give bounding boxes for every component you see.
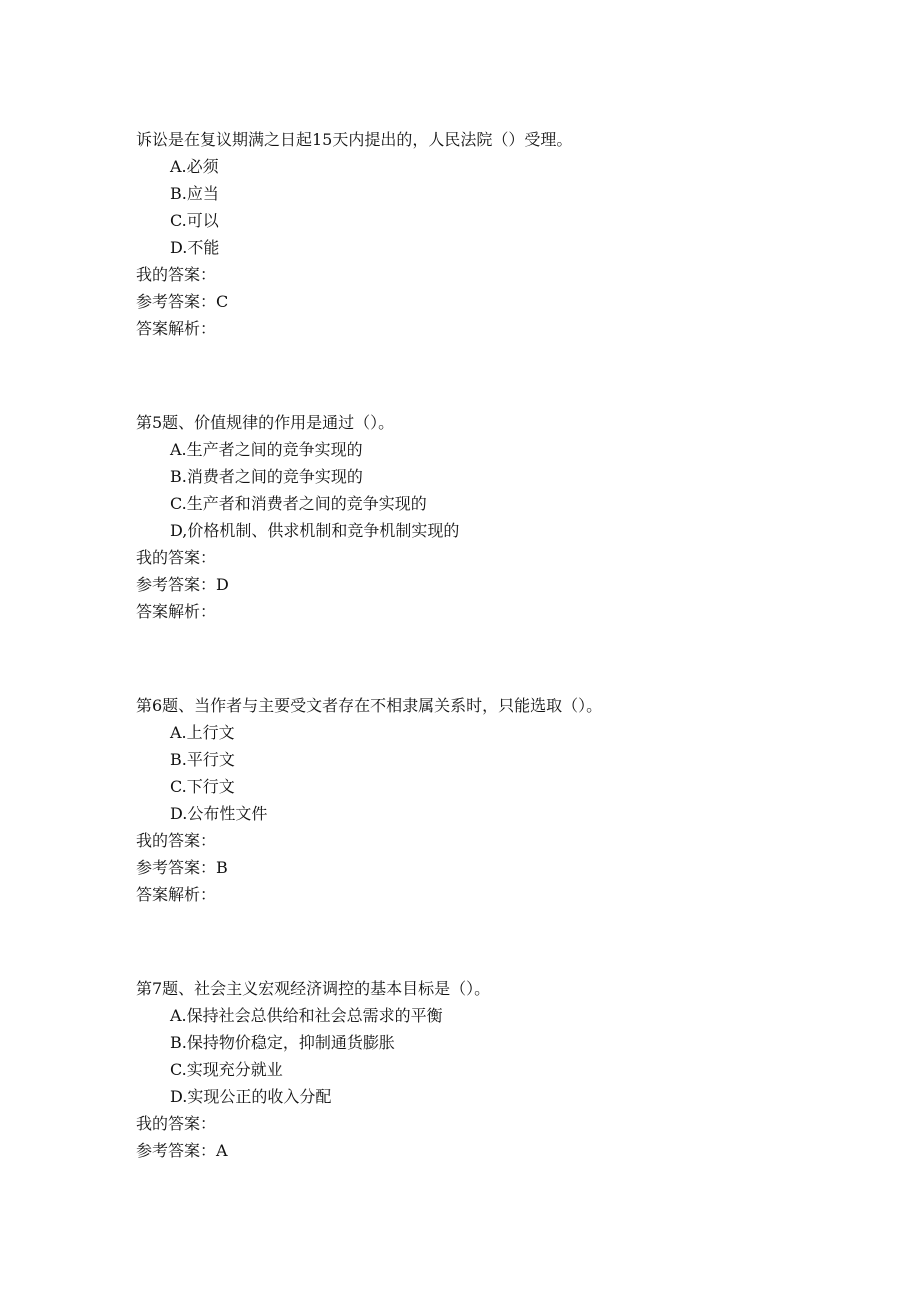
question-block (136, 409, 856, 625)
option-a: A.上行文 (170, 723, 235, 742)
question-stem: 第5题、价值规律的作用是通过（）。 (136, 413, 395, 432)
answer-analysis-label: 答案解析： (136, 319, 217, 338)
option-d: D.不能 (170, 238, 220, 257)
reference-answer: 参考答案：A (136, 1141, 228, 1160)
option-c: C.可以 (170, 211, 219, 230)
option-b: B.保持物价稳定，抑制通货膨胀 (170, 1033, 395, 1052)
my-answer-label: 我的答案： (136, 831, 217, 850)
option-d: D.公布性文件 (170, 804, 268, 823)
option-c: C.生产者和消费者之间的竞争实现的 (170, 494, 427, 513)
option-a: A.保持社会总供给和社会总需求的平衡 (170, 1006, 443, 1025)
option-c: C.实现充分就业 (170, 1060, 283, 1079)
option-d: D,价格机制、供求机制和竞争机制实现的 (170, 521, 460, 540)
my-answer-label: 我的答案： (136, 548, 217, 567)
reference-answer: 参考答案：D (136, 575, 229, 594)
option-a: A.生产者之间的竞争实现的 (170, 440, 363, 459)
option-a: A.必须 (170, 157, 219, 176)
my-answer-label: 我的答案： (136, 1114, 217, 1133)
answer-analysis-label: 答案解析： (136, 885, 217, 904)
question-block (136, 692, 856, 908)
option-b: B.平行文 (170, 750, 235, 769)
option-b: B.应当 (170, 184, 219, 203)
reference-answer: 参考答案：B (136, 858, 228, 877)
answer-analysis-label: 答案解析： (136, 602, 217, 621)
question-stem: 第7题、社会主义宏观经济调控的基本目标是（）。 (136, 979, 491, 998)
option-d: D.实现公正的收入分配 (170, 1087, 332, 1106)
question-block (136, 126, 856, 342)
question-stem: 诉讼是在复议期满之日起15天内提出的，人民法院（）受理。 (136, 130, 573, 149)
reference-answer: 参考答案：C (136, 292, 229, 311)
my-answer-label: 我的答案： (136, 265, 217, 284)
question-stem: 第6题、当作者与主要受文者存在不相隶属关系时，只能选取（）。 (136, 696, 603, 715)
option-c: C.下行文 (170, 777, 235, 796)
option-b: B.消费者之间的竞争实现的 (170, 467, 363, 486)
question-block (136, 975, 856, 1164)
